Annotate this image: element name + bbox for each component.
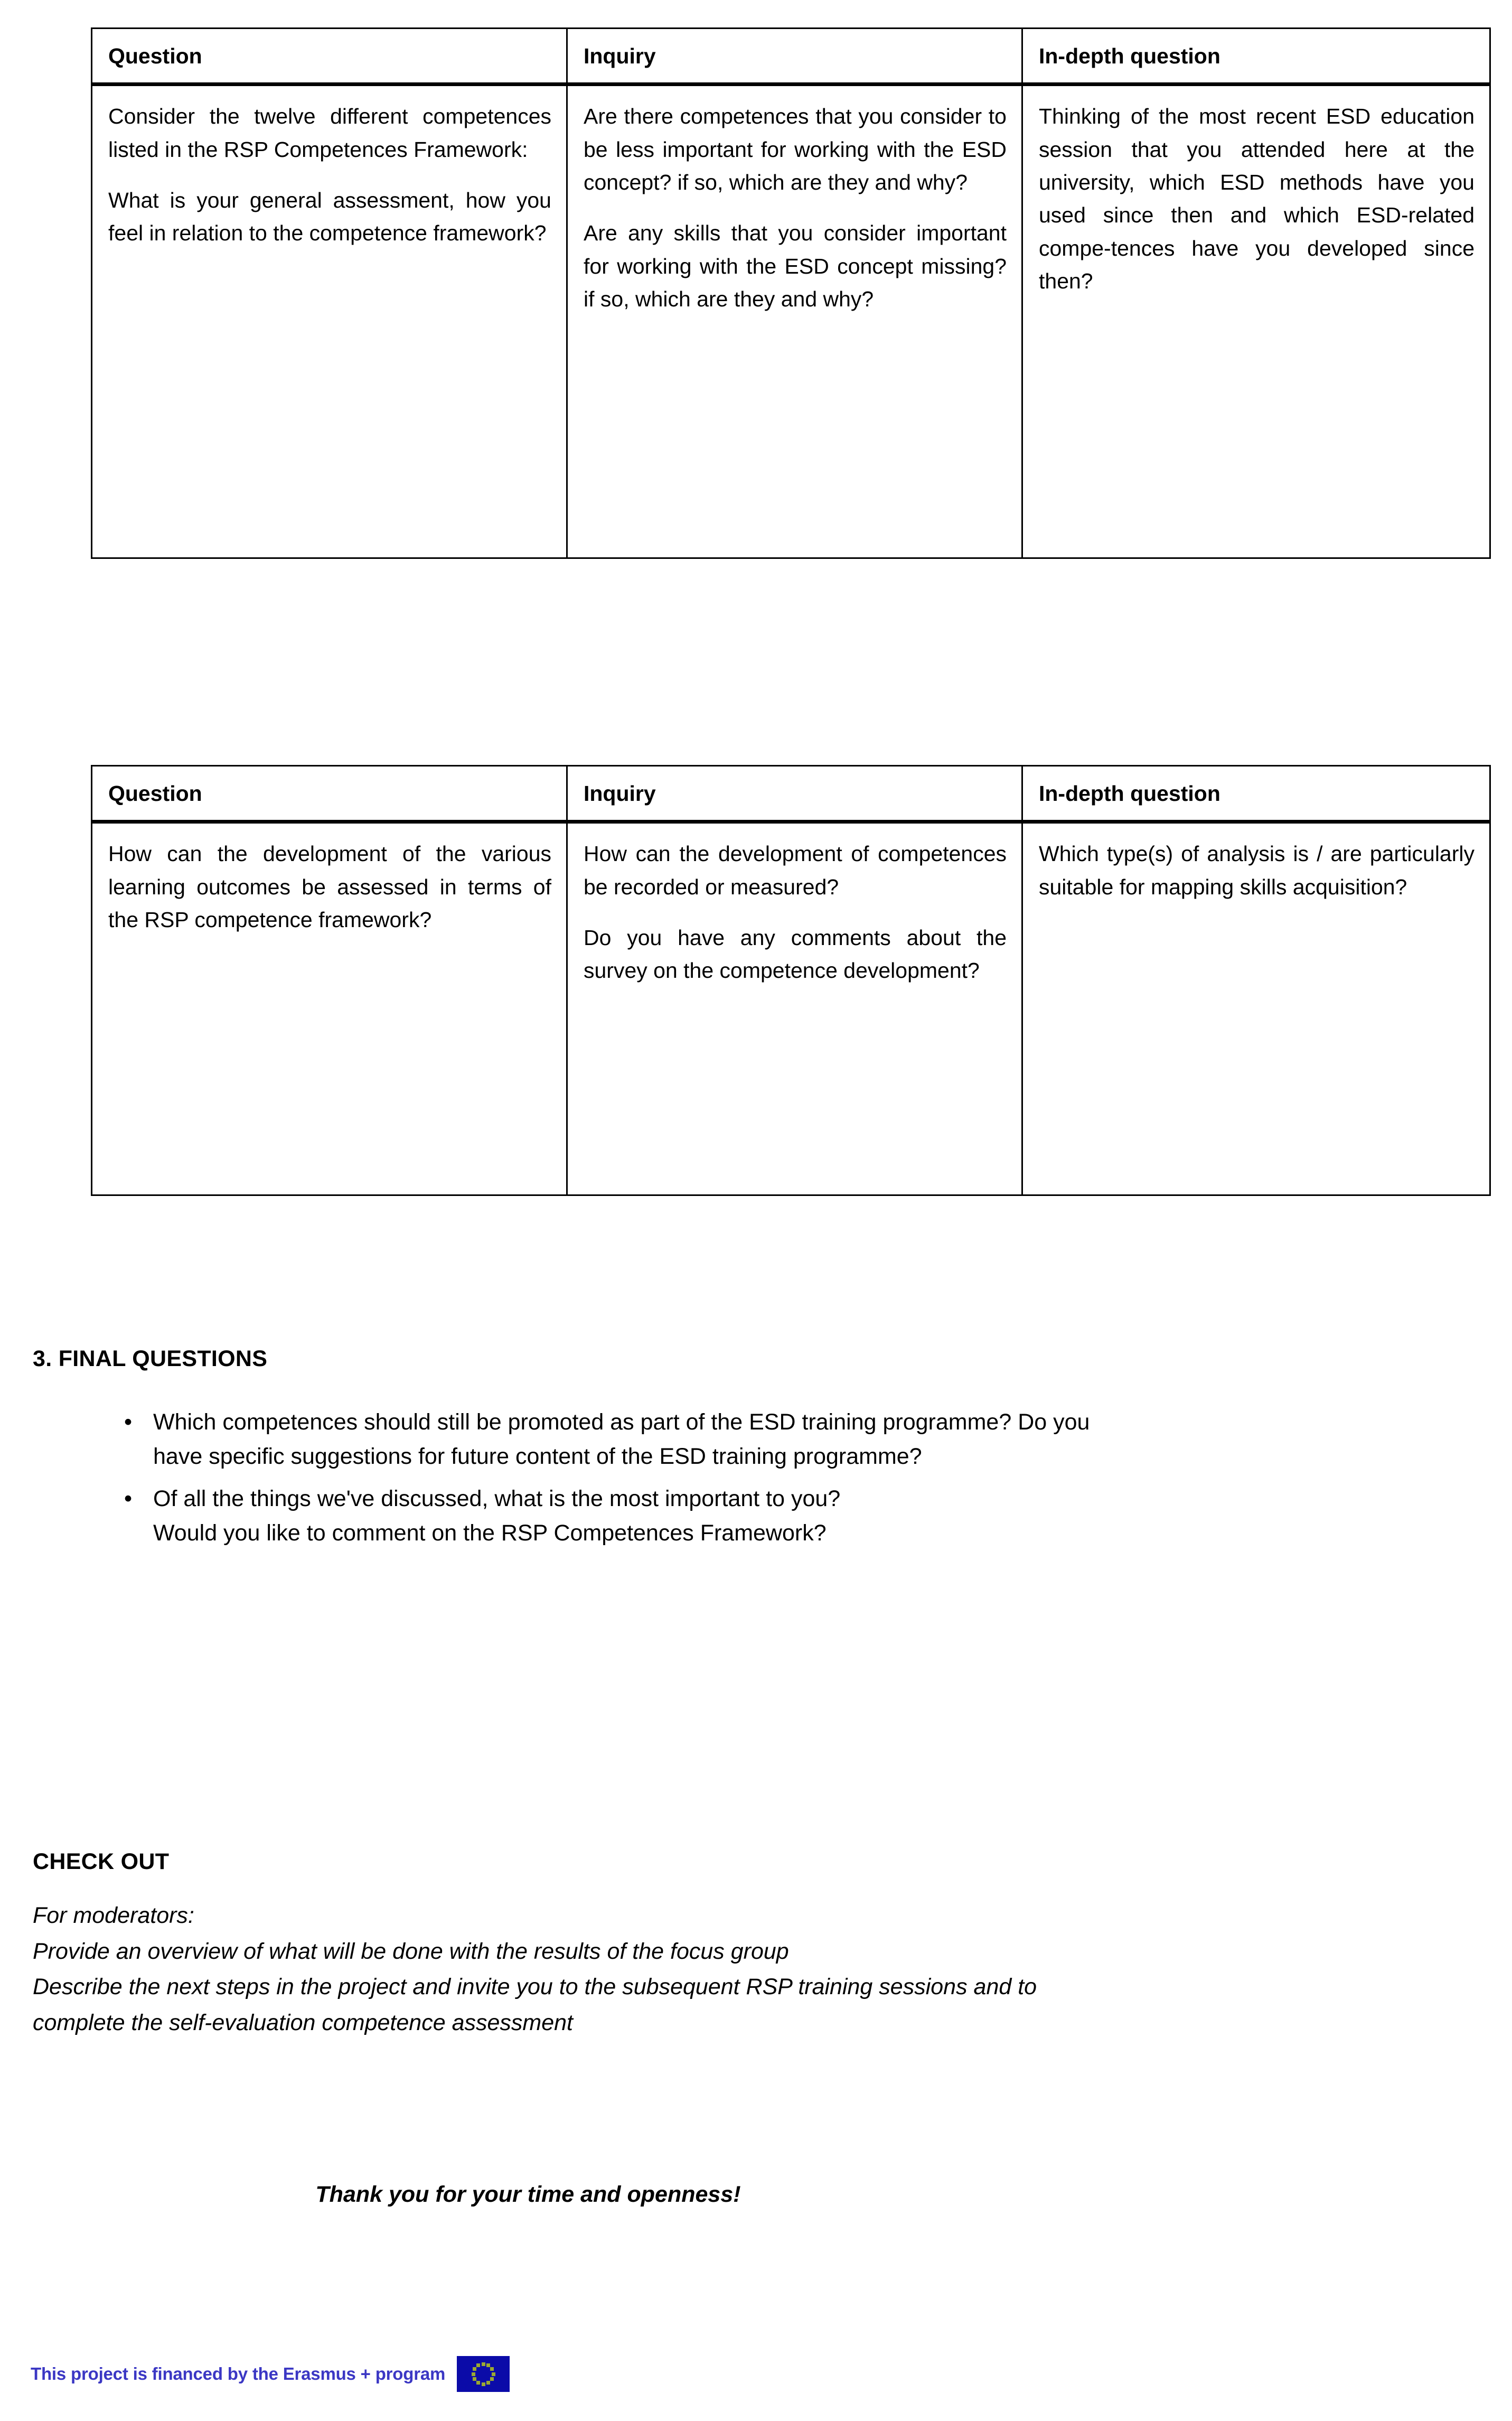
check-out-heading: CHECK OUT	[33, 1849, 170, 1874]
column-header-indepth-question: In-depth question	[1022, 29, 1490, 85]
table-row	[92, 822, 1490, 1195]
table-header-row	[92, 29, 1490, 85]
final-questions-heading: 3. FINAL QUESTIONS	[33, 1346, 268, 1371]
cell-indepth-question	[1022, 822, 1490, 1195]
eu-flag-icon	[457, 2356, 510, 2392]
cell-inquiry	[567, 85, 1022, 558]
footer	[31, 2356, 510, 2392]
eu-flag-star-icon	[490, 2367, 494, 2371]
column-header-indepth-question: In-depth question	[1022, 766, 1490, 822]
cell-question	[92, 85, 567, 558]
eu-flag-star-icon	[492, 2372, 495, 2376]
cell-inquiry	[567, 822, 1022, 1195]
eu-flag-star-icon	[473, 2377, 476, 2381]
question-paragraph: Consider the twelve different competences listed in the RSP Competences Framework:	[108, 104, 551, 162]
eu-flag-star-icon	[486, 2363, 490, 2367]
inquiry-paragraph: Are any skills that you consider important for working with the ESD concept missing? if so, which are they and why?	[584, 221, 1007, 311]
column-header-inquiry: Inquiry	[567, 29, 1022, 85]
column-header-inquiry: Inquiry	[567, 766, 1022, 822]
cell-question	[92, 822, 567, 1195]
eu-flag-star-icon	[482, 2362, 485, 2366]
moderator-line: complete the self-evaluation competence assessment	[33, 2009, 573, 2035]
eu-flag-star-icon	[476, 2381, 480, 2385]
moderator-instructions	[33, 1899, 1490, 2042]
list-item-line: Of all the things we've discussed, what is the most important to you?	[153, 1485, 841, 1511]
inquiry-paragraph: Do you have any comments about the survey on the competence development?	[584, 925, 1007, 983]
thank-you-message: Thank you for your time and openness!	[315, 2182, 741, 2207]
moderator-line: Provide an overview of what will be done with the results of the focus group	[33, 1938, 789, 1964]
final-questions-list	[74, 1405, 1510, 1558]
table-row	[92, 85, 1490, 558]
question-table-1	[91, 27, 1491, 559]
list-item	[74, 1405, 1510, 1474]
list-item-line: Would you like to comment on the RSP Competences Framework?	[153, 1520, 827, 1546]
eu-flag-star-icon	[490, 2377, 494, 2381]
eu-flag-star-icon	[486, 2381, 490, 2385]
inquiry-paragraph: How can the development of competences be recorded or measured?	[584, 842, 1007, 899]
eu-flag-star-icon	[473, 2367, 476, 2371]
column-header-question: Question	[92, 29, 567, 85]
indepth-paragraph: Which type(s) of analysis is / are particularly suitable for mapping skills acquisition?	[1039, 842, 1475, 899]
footer-funding-text: This project is financed by the Erasmus + program	[31, 2364, 446, 2383]
list-item-line: Which competences should still be promoted as part of the ESD training programme? Do you	[153, 1409, 1090, 1435]
cell-indepth-question	[1022, 85, 1490, 558]
moderator-line: Describe the next steps in the project and invite you to the subsequent RSP training sessions and to	[33, 1974, 1037, 2000]
question-paragraph: What is your general assessment, how you feel in relation to the competence framework?	[108, 188, 551, 246]
eu-flag-star-icon	[472, 2372, 475, 2376]
moderator-line: For moderators:	[33, 1903, 194, 1928]
bullet-dot-icon: •	[124, 1485, 133, 1511]
eu-flag-star-icon	[476, 2363, 480, 2367]
column-header-question: Question	[92, 766, 567, 822]
inquiry-paragraph: Are there competences that you consider to be less important for working with the ESD concept? if so, which are they and why?	[584, 104, 1007, 194]
question-table-2	[91, 765, 1491, 1196]
eu-flag-star-icon	[482, 2382, 485, 2386]
indepth-paragraph: Thinking of the most recent ESD education session that you attended here at the university, which ESD methods have you used since then and which ESD-related compe-tences have you developed since then?	[1039, 104, 1475, 293]
list-item-line: have specific suggestions for future content of the ESD training programme?	[153, 1444, 922, 1470]
bullet-dot-icon: •	[124, 1409, 133, 1435]
table-header-row	[92, 766, 1490, 822]
question-paragraph: How can the development of the various learning outcomes be assessed in terms of the RSP competence framework?	[108, 842, 551, 932]
list-item	[74, 1482, 1510, 1551]
